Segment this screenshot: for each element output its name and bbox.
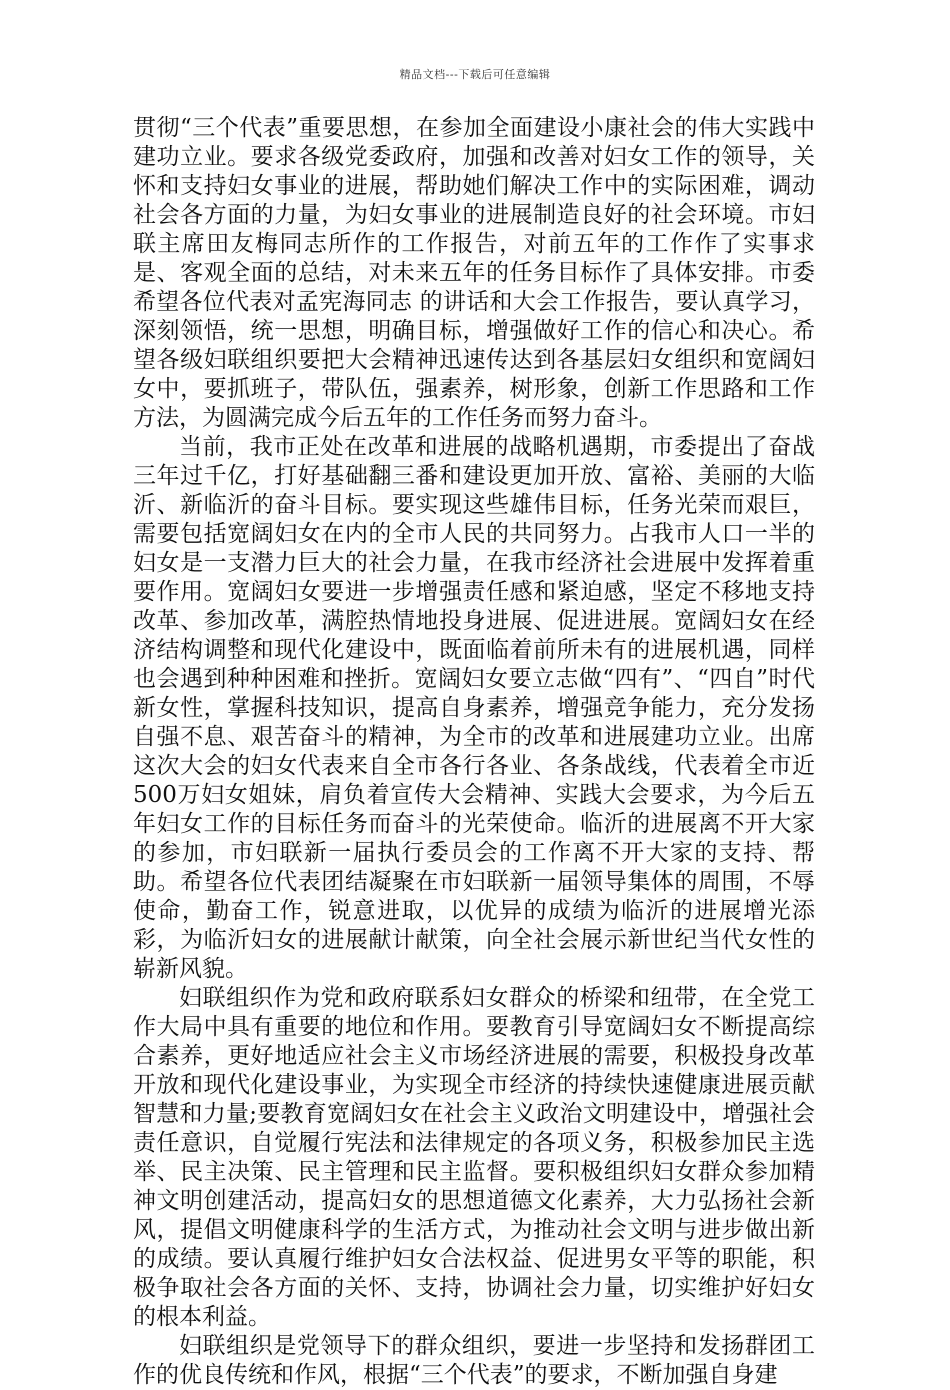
page-header: 精品文档---下载后可任意编辑	[399, 68, 551, 81]
paragraph: 妇联组织是党领导下的群众组织，要进一步坚持和发扬群团工作的优良传统和作风，根据“三个代表”的要求，不断加强自身建	[133, 1333, 815, 1388]
document-body	[133, 114, 815, 1390]
paragraph: 贯彻“三个代表”重要思想，在参加全面建设小康社会的伟大实践中建功立业。要求各级党委政府，加强和改善对妇女工作的领导，关怀和支持妇女事业的进展，帮助她们解决工作中的实际困难，调动社会各方面的力量，为妇女事业的进展制造良好的社会环境。市妇联主席田友梅同志所作的工作报告，对前五年的工作作了实事求是、客观全面的总结，对未来五年的任务目标作了具体安排。市委希望各位代表对孟宪海同志 的讲话和大会工作报告，要认真学习，深刻领悟，统一思想，明确目标，增强做好工作的信心和决心。希望各级妇联组织要把大会精神迅速传达到各基层妇女组织和宽阔妇女中，要抓班子，带队伍，强素养，树形象，创新工作思路和工作方法，为圆满完成今后五年的工作任务而努力奋斗。	[133, 115, 815, 431]
paragraph: 妇联组织作为党和政府联系妇女群众的桥梁和纽带，在全党工作大局中具有重要的地位和作用。要教育引导宽阔妇女不断提高综合素养，更好地适应社会主义市场经济进展的需要，积极投身改革开放和现代化建设事业，为实现全市经济的持续快速健康进展贡献智慧和力量;要教育宽阔妇女在社会主义政治文明建设中，增强社会责任意识，自觉履行宪法和法律规定的各项义务，积极参加民主选举、民主决策、民主管理和民主监督。要积极组织妇女群众参加精神文明创建活动，提高妇女的思想道德文化素养，大力弘扬社会新风，提倡文明健康科学的生活方式，为推动社会文明与进步做出新的成绩。要认真履行维护妇女合法权益、促进男女平等的职能，积极争取社会各方面的关怀、支持，协调社会力量，切实维护好妇女的根本利益。	[133, 985, 815, 1330]
paragraph: 当前，我市正处在改革和进展的战略机遇期，市委提出了奋战三年过千亿，打好基础翻三番和建设更加开放、富裕、美丽的大临沂、新临沂的奋斗目标。要实现这些雄伟目标，任务光荣而艰巨，需要包括宽阔妇女在内的全市人民的共同努力。占我市人口一半的妇女是一支潜力巨大的社会力量，在我市经济社会进展中发挥着重要作用。宽阔妇女要进一步增强责任感和紧迫感，坚定不移地支持改革、参加改革，满腔热情地投身进展、促进进展。宽阔妇女在经济结构调整和现代化建设中，既面临着前所未有的进展机遇，同样也会遇到种种困难和挫折。宽阔妇女要立志做“四有”、“四自”时代新女性，掌握科技知识，提高自身素养，增强竞争能力，充分发扬自强不息、艰苦奋斗的精神，为全市的改革和进展建功立业。出席这次大会的妇女代表来自全市各行各业、各条战线，代表着全市近500万妇女姐妹，肩负着宣传大会精神、实践大会要求，为今后五年妇女工作的目标任务而奋斗的光荣使命。临沂的进展离不开大家的参加，市妇联新一届执行委员会的工作离不开大家的支持、帮助。希望各位代表团结凝聚在市妇联新一届领导集体的周围，不辱使命，勤奋工作，锐意进取，以优异的成绩为临沂的进展增光添彩，为临沂妇女的进展献计献策，向全社会展示新世纪当代女性的崭新风貌。	[133, 434, 815, 982]
